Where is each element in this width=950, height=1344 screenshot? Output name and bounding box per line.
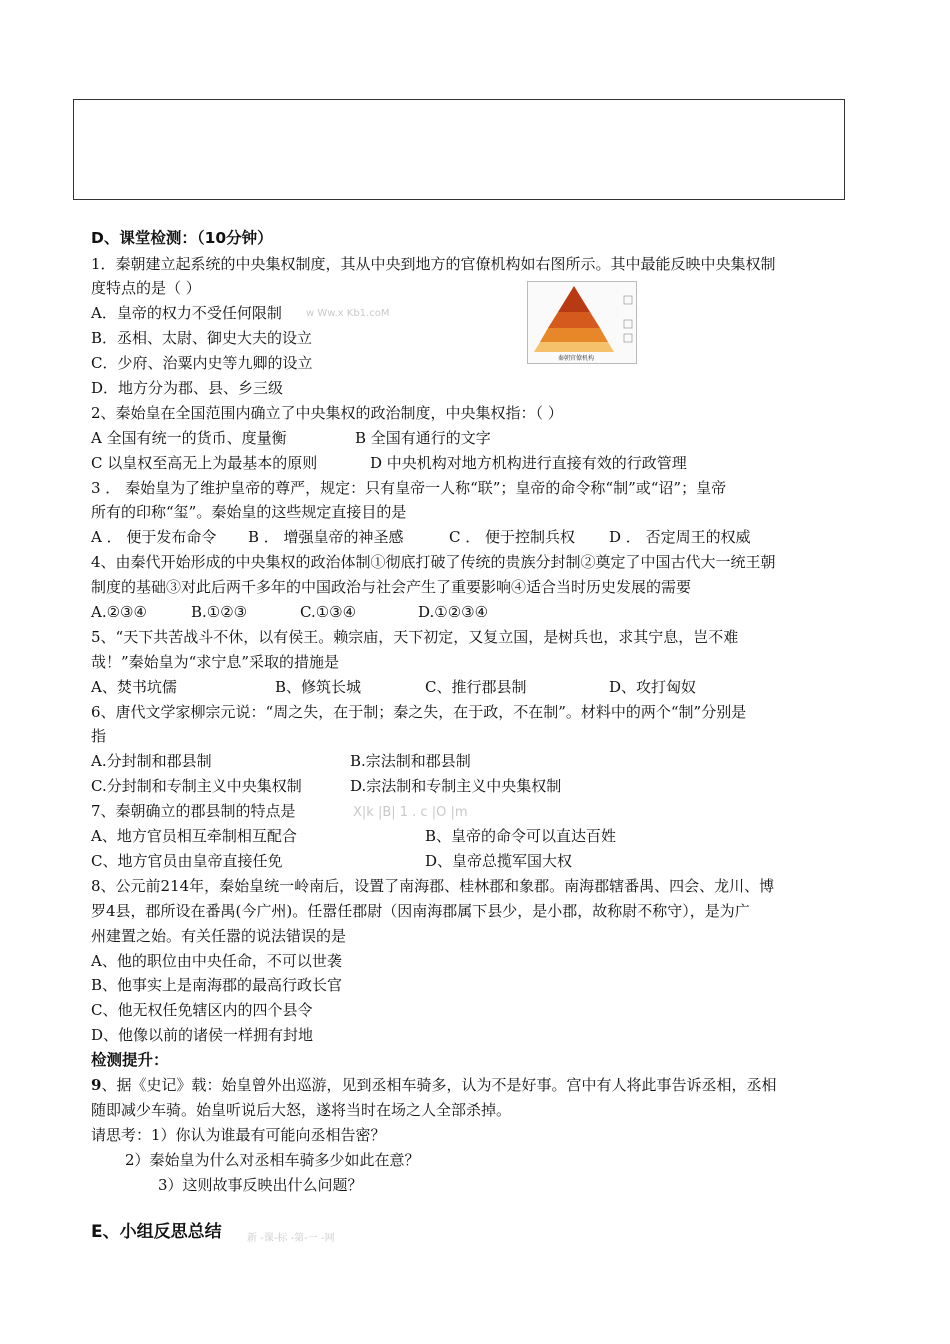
q9-stem-text: 、据《史记》载：始皇曾外出巡游，见到丞相车骑多，认为不是好事。宫中有人将此事告诉丞相，丞相 <box>101 1076 777 1094</box>
q9-number: 9 <box>91 1076 102 1094</box>
q1-option-d: D．地方分为郡、县、乡三级 <box>91 379 284 397</box>
q4-option-b: B.①②③ <box>191 603 248 621</box>
q2-option-d: D 中央机构对地方机构进行直接有效的行政管理 <box>370 454 687 472</box>
q7-stem: 7、秦朝确立的郡县制的特点是 <box>91 802 296 820</box>
watermark-2: X|k |B| 1 . c |O |m <box>353 805 468 820</box>
q7-option-a: A、地方官员相互牵制相互配合 <box>91 827 297 845</box>
q4-option-a: A.②③④ <box>91 603 147 621</box>
watermark-3: 新 -课-标 -第-一 -网 <box>247 1233 335 1244</box>
ascend-heading: 检测提升： <box>91 1051 169 1069</box>
q3-option-b: B ． 增强皇帝的神圣感 <box>248 528 404 546</box>
q8-stem-line3: 州建置之始。有关任嚣的说法错误的是 <box>91 927 347 945</box>
pyramid-caption: 秦朝官僚机构 <box>558 355 595 362</box>
q9-think-1: 请思考：1）你认为谁最有可能向丞相告密？ <box>91 1126 386 1144</box>
q5-stem-line2: 哉！”秦始皇为“求宁息”采取的措施是 <box>91 653 340 671</box>
q6-option-b: B.宗法制和郡县制 <box>350 752 471 770</box>
q1-option-a: A．皇帝的权力不受任何限制 <box>91 304 282 322</box>
q6-stem-line2: 指 <box>91 727 107 745</box>
q5-stem-line1: 5、“天下共苦战斗不休，以有侯王。赖宗庙，天下初定，又复立国，是树兵也，求其宁息，岂不难 <box>91 628 739 646</box>
q8-stem-line1: 8、公元前214年，秦始皇统一岭南后，设置了南海郡、桂林郡和象郡。南海郡辖番禺、四会、龙川、博 <box>91 877 775 895</box>
q9-stem-line1 <box>91 1075 776 1095</box>
q2-stem: 2、秦始皇在全国范围内确立了中央集权的政治制度，中央集权指：（ ） <box>91 404 563 422</box>
bureaucracy-pyramid-figure <box>527 281 637 364</box>
q2-option-b: B 全国有通行的文字 <box>355 429 491 447</box>
q3-option-a: A ． 便于发布命令 <box>91 528 217 546</box>
q5-option-d: D、攻打匈奴 <box>609 678 697 696</box>
q2-option-a: A 全国有统一的货币、度量衡 <box>91 429 287 447</box>
q2-option-c: C 以皇权至高无上为最基本的原则 <box>91 454 318 472</box>
section-e-heading: E、小组反思总结 <box>91 1222 222 1242</box>
q8-stem-line2: 罗4县，郡所设在番禺(今广州)。任嚣任郡尉（因南海郡属下县少，是小郡，故称尉不称守），是为广 <box>91 902 750 920</box>
q6-option-a: A.分封制和郡县制 <box>91 752 212 770</box>
q7-option-b: B、皇帝的命令可以直达百姓 <box>425 827 617 845</box>
q1-option-c: C．少府、治粟内史等九卿的设立 <box>91 354 313 372</box>
q3-stem-line2: 所有的印称“玺”。秦始皇的这些规定直接目的是 <box>91 503 407 521</box>
watermark-1: w Ww.x Kb1.coM <box>306 308 390 319</box>
q5-option-c: C、推行郡县制 <box>425 678 527 696</box>
q3-option-c: C ． 便于控制兵权 <box>449 528 576 546</box>
q1-option-b: B．丞相、太尉、御史大夫的设立 <box>91 329 313 347</box>
q8-option-d: D、他像以前的诸侯一样拥有封地 <box>91 1026 314 1044</box>
q7-option-d: D、皇帝总揽军国大权 <box>425 852 573 870</box>
section-d-heading: D、课堂检测：（10分钟） <box>91 229 273 247</box>
q1-stem-line2: 度特点的是（ ） <box>91 279 201 297</box>
answer-box[interactable] <box>73 99 845 200</box>
q3-stem-line1: 3 ． 秦始皇为了维护皇帝的尊严，规定：只有皇帝一人称“联”；皇帝的命令称“制”或“诏”；皇帝 <box>91 479 727 497</box>
q4-option-d: D.①②③④ <box>418 603 489 621</box>
q6-option-c: C.分封制和专制主义中央集权制 <box>91 777 302 795</box>
q5-option-b: B、修筑长城 <box>275 678 362 696</box>
q6-option-d: D.宗法制和专制主义中央集权制 <box>350 777 562 795</box>
q7-option-c: C、地方官员由皇帝直接任免 <box>91 852 283 870</box>
q9-stem-line2: 随即减少车骑。始皇听说后大怒，遂将当时在场之人全部杀掉。 <box>91 1101 512 1119</box>
q9-think-2: 2）秦始皇为什么对丞相车骑多少如此在意？ <box>125 1151 420 1169</box>
q9-think-3: 3）这则故事反映出什么问题？ <box>158 1176 363 1194</box>
q4-option-c: C.①③④ <box>300 603 357 621</box>
q1-stem-line1: 1．秦朝建立起系统的中央集权制度，其从中央到地方的官僚机构如右图所示。其中最能反映中央集权制 <box>91 255 776 273</box>
q8-option-c: C、他无权任免辖区内的四个县令 <box>91 1001 313 1019</box>
pyramid-icon <box>528 282 636 363</box>
q8-option-a: A、他的职位由中央任命，不可以世袭 <box>91 952 342 970</box>
q4-stem-line1: 4、由秦代开始形成的中央集权的政治体制①彻底打破了传统的贵族分封制②奠定了中国古代大一统王朝 <box>91 553 776 571</box>
q5-option-a: A、焚书坑儒 <box>91 678 177 696</box>
q6-stem-line1: 6、唐代文学家柳宗元说：“周之失，在于制；秦之失，在于政，不在制”。材料中的两个“制”分别是 <box>91 703 747 721</box>
q3-option-d: D ． 否定周王的权威 <box>609 528 751 546</box>
q4-stem-line2: 制度的基础③对此后两千多年的中国政治与社会产生了重要影响④适合当时历史发展的需要 <box>91 578 692 596</box>
q8-option-b: B、他事实上是南海郡的最高行政长官 <box>91 976 343 994</box>
